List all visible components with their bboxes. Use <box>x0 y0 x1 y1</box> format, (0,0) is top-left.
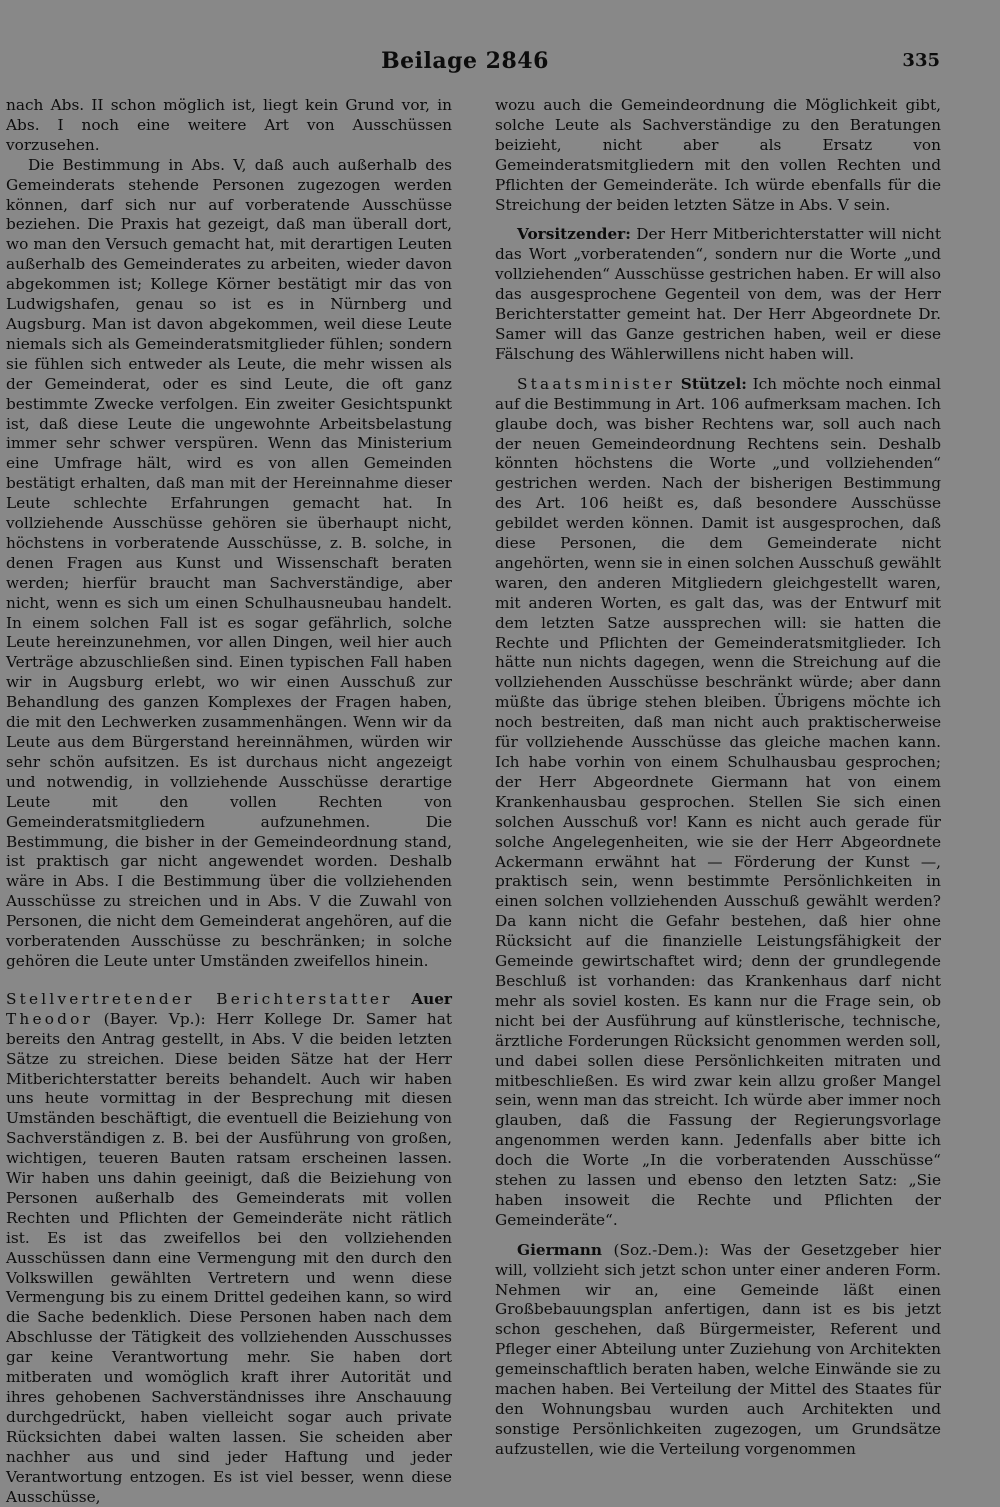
speech-paragraph <box>495 1241 941 1460</box>
paragraph: wozu auch die Gemeindeordnung die Möglichkeit gibt, solche Leute als Sachverständige zu den Beratungen beizieht, nicht aber als Ersatz von Gemeinderatsmitgliedern mit den vollen Rechten und Pflichten der Gemeinderäte. Ich würde ebenfalls für die Streichung der beiden letzten Sätze in Abs. V sein. <box>495 96 941 214</box>
page-number: 335 <box>902 50 940 71</box>
paragraph: nach Abs. II schon möglich ist, liegt kein Grund vor, in Abs. I noch eine weitere Art von Ausschüssen vorzusehen. <box>6 96 452 154</box>
speaker-name: Stützel: <box>680 374 747 393</box>
speech-paragraph <box>495 225 941 364</box>
speech-text: Ich möchte noch einmal auf die Bestimmung in Art. 106 aufmerksam machen. Ich glaube doch, was bisher Rechtens war, soll auch nach der neuen Gemeindeordnung Rechtens sein. Deshalb könnten höchstens die Worte „und vollziehenden“ gestrichen werden. Nach der bisherigen Bestimmung des Art. 106 heißt es, daß besondere Ausschüsse gebildet werden können. Damit ist ausgesprochen, daß diese Personen, die dem Gemeinderate nicht angehörten, wenn sie in einen solchen Ausschuß gewählt waren, den anderen Mitgliedern gleichgestellt waren, mit anderen Worten, es galt das, was der Entwurf mit dem letzten Satze aussprechen will: sie hatten die Rechte und Pflichten der Gemeinderatsmitglieder. Ich hätte nun nichts dagegen, wenn die Streichung auf die vollziehenden Ausschüsse beschränkt würde; aber dann müßte das übrige stehen bleiben. Übrigens möchte ich noch bestreiten, daß man nicht auch praktischerweise für vollziehende Ausschüsse das gleiche machen kann. Ich habe vorhin von einem Schulhausbau gesprochen; der Herr Abgeordnete Giermann hat von einem Krankenhausbau gesprochen. Stellen Sie sich einen solchen Ausschuß vor! Kann es nicht auch gerade für solche Angelegenheiten, wie sie der Herr Abgeordnete Ackermann erwähnt hat — Förderung der Kunst —, praktisch sein, wenn bestimmte Persönlichkeiten in einen solchen vollziehenden Ausschuß gewählt werden? Da kann nicht die Gefahr bestehen, daß hier ohne Rücksicht auf die finanzielle Leistungsfähigkeit der Gemeinde gewirtschaftet wird; denn der grundlegende Beschluß ist vorhanden: das Krankenhaus darf nicht mehr als soviel kosten. Es kann nur die Frage sein, ob nicht bei der Ausführung auf künstlerische, technische, ärztliche Forderungen Rücksicht genommen werden soll, und dabei sollen diese Persönlichkeiten mitraten und mitbeschließen. Es wird zwar kein allzu großer Mangel sein, wenn man das streicht. Ich würde aber immer noch glauben, daß die Fassung der Regierungsvorlage angenommen werden kann. Jedenfalls aber bitte ich doch die Worte „In die vorberatenden Ausschüsse“ stehen zu lassen und ebenso den letzten Satz: „Sie haben insoweit die Rechte und Pflichten der Gemeinderäte“. <box>495 374 941 1229</box>
speaker-name: Auer <box>411 989 452 1008</box>
speaker-name: Vorsitzender: <box>517 225 631 244</box>
left-column <box>6 96 452 1507</box>
speaker-role: Stellvertretender Berichterstatter <box>6 989 393 1008</box>
speech-text: (Soz.-Dem.): Was der Gesetzgeber hier will, vollzieht sich jetzt schon unter einer anderen Form. Nehmen wir an, eine Gemeinde läßt einen Großbebauungsplan anfertigen, dann ist es bis jetzt schon geschehen, daß Bürgermeister, Referent und Pfleger einer Abteilung unter Zuziehung von Architekten gemeinschaftlich beraten haben, welche Einwände sie zu machen haben. Bei Verteilung der Mittel des Staates für den Wohnungsbau wurden auch Architekten und sonstige Persönlichkeiten zugezogen, um Grundsätze aufzustellen, wie die Verteilung vorgenommen <box>495 1240 941 1458</box>
paragraph: Die Bestimmung in Abs. V, daß auch außerhalb des Gemeinderats stehende Personen zugezogen werden können, darf sich nur auf vorberatende Ausschüsse beziehen. Die Praxis hat gezeigt, daß man überall dort, wo man den Versuch gemacht hat, mit derartigen Leuten außerhalb des Gemeinderates zu arbeiten, wieder davon abgekommen ist; Kollege Körner bestätigt mir das von Ludwigshafen, genau so ist es in Nürnberg und Augsburg. Man ist davon abgekommen, weil diese Leute niemals sich als Gemeinderatsmitglieder fühlen; sondern sie fühlen sich entweder als Leute, die mehr wissen als der Gemeinderat, oder es sind Leute, die oft ganz bestimmte Zwecke verfolgen. Ein zweiter Gesichtspunkt ist, daß diese Leute die ungewohnte Arbeitsbelastung immer sehr schwer verspüren. Wenn das Ministerium eine Umfrage hält, wird es von allen Gemeinden bestätigt erhalten, daß man mit der Hereinnahme dieser Leute schlechte Erfahrungen gemacht hat. In vollziehende Ausschüsse gehören sie überhaupt nicht, höchstens in vorberatende Ausschüsse, z. B. solche, in denen Fragen aus Kunst und Wissenschaft beraten werden; hierfür braucht man Sachverständige, aber nicht, wenn es sich um einen Schulhausneubau handelt. In einem solchen Fall ist es sogar gefährlich, solche Leute hereinzunehmen, vor allen Dingen, weil hier auch Verträge abzuschließen sind. Einen typischen Fall haben wir in Augsburg erlebt, wo wir einen Ausschuß zur Behandlung des ganzen Komplexes der Fragen haben, die mit den Lechwerken zusammenhängen. Wenn wir da Leute aus dem Bürgerstand hereinnähmen, würden wir sehr schön aufsitzen. Es ist durchaus nicht angezeigt und notwendig, in vollziehende Ausschüsse derartige Leute mit den vollen Rechten von Gemeinderatsmitgliedern aufzunehmen. Die Bestimmung, die bisher in der Gemeindeordnung stand, ist praktisch gar nicht angewendet worden. Deshalb wäre in Abs. I die Bestimmung über die vollziehenden Ausschüsse zu streichen und in Abs. V die Zuwahl von Personen, die nicht dem Gemeinderat angehören, auf die vorberatenden Ausschüsse zu beschränken; in solche gehören die Leute unter Umständen zweifellos hinein. <box>6 155 452 970</box>
right-column <box>495 96 941 1460</box>
speaker-first-name: Theodor <box>6 1009 94 1028</box>
speech-text: Der Herr Mitberichterstatter will nicht das Wort „vorberatenden“, sondern nur die Worte „und vollziehenden“ Ausschüsse gestrichen haben. Er will also das ausgesprochene Gegenteil von dem, was der Herr Berichterstatter gemeint hat. Der Herr Abgeordnete Dr. Samer will das Ganze gestrichen haben, weil er diese Fälschung des Wählerwillens nicht haben will. <box>495 225 941 363</box>
page-header-title: Beilage 2846 <box>381 48 549 74</box>
speech-paragraph <box>495 375 941 1231</box>
speech-text: (Bayer. Vp.): Herr Kollege Dr. Samer hat bereits den Antrag gestellt, in Abs. V die beiden letzten Sätze zu streichen. Diese beiden Sätze hat der Herr Mitberichterstatter bereits behandelt. Auch wir haben uns heute vormittag in der Besprechung mit diesen Umständen beschäftigt, die eventuell die Beiziehung von Sachverständigen z. B. bei der Ausführung von großen, wichtigen, teueren Bauten ratsam erscheinen lassen. Wir haben uns dahin geeinigt, daß die Beiziehung von Personen außerhalb des Gemeinderats mit vollen Rechten und Pflichten der Gemeinderäte nicht rätlich ist. Es ist das zweifellos bei den vollziehenden Ausschüssen dann eine Vermengung mit den durch den Volkswillen gewählten Vertretern und wenn diese Vermengung bis zu einem Drittel gedeihen kann, so wird die Sache bedenklich. Diese Personen haben nach dem Abschlusse der Tätigkeit des vollziehenden Ausschusses gar keine Verantwortung mehr. Sie haben dort mitberaten und womöglich kraft ihrer Autorität und ihres gehobenen Sachverständnisses ihre Anschauung durchgedrückt, haben vielleicht sogar auch private Rücksichten dabei walten lassen. Sie scheiden aber nachher aus und sind jeder Haftung und jeder Verantwortung entzogen. Es ist viel besser, wenn diese Ausschüsse, <box>6 1009 452 1506</box>
speaker-name: Giermann <box>517 1240 603 1259</box>
speaker-role: Staatsminister <box>517 374 676 393</box>
speech-paragraph <box>6 990 452 1507</box>
